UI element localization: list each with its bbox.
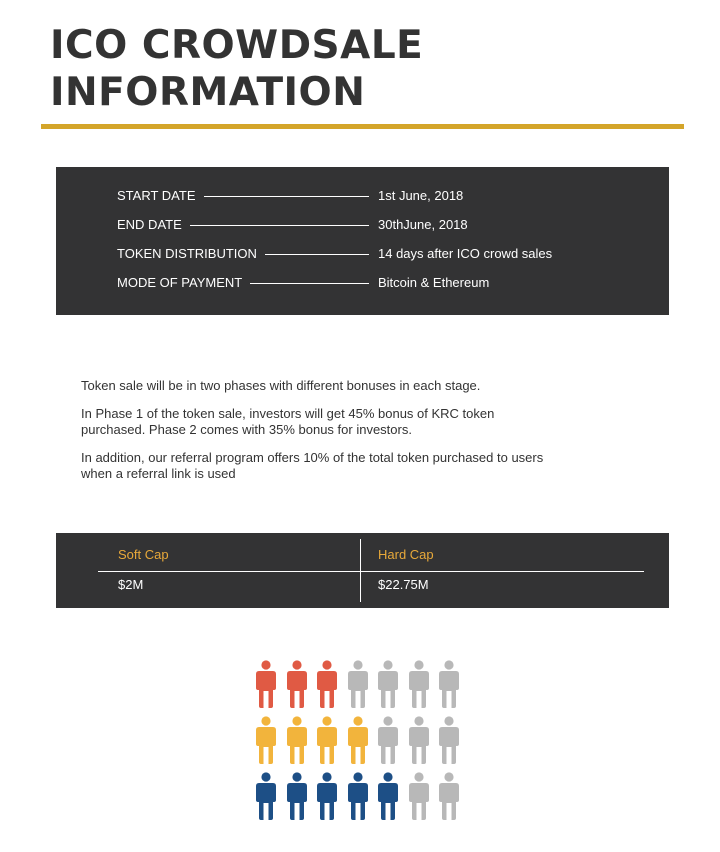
person-icon bbox=[314, 660, 340, 708]
bonus-people-infographic bbox=[250, 660, 465, 820]
person-icon bbox=[284, 660, 310, 708]
info-label: START DATE bbox=[117, 186, 204, 206]
person-icon bbox=[375, 716, 401, 764]
person-icon bbox=[406, 660, 432, 708]
person-icon bbox=[436, 772, 462, 820]
person-icon bbox=[436, 660, 462, 708]
person-icon bbox=[253, 660, 279, 708]
title-line-2: INFORMATION bbox=[50, 70, 366, 115]
soft-cap-label: Soft Cap bbox=[118, 547, 169, 562]
info-row-end-date bbox=[117, 215, 567, 235]
person-icon bbox=[375, 772, 401, 820]
title-underline bbox=[41, 124, 684, 129]
person-icon bbox=[284, 716, 310, 764]
paragraph-phases: Token sale will be in two phases with different bonuses in each stage. bbox=[81, 378, 481, 393]
cap-divider-horizontal bbox=[98, 571, 644, 572]
info-value: Bitcoin & Ethereum bbox=[378, 275, 490, 290]
person-icon bbox=[253, 772, 279, 820]
ico-info-panel bbox=[56, 167, 669, 315]
cap-divider-vertical bbox=[360, 539, 361, 602]
person-icon bbox=[406, 716, 432, 764]
person-icon bbox=[406, 772, 432, 820]
token-sale-description bbox=[81, 378, 561, 494]
info-value: 14 days after ICO crowd sales bbox=[378, 246, 553, 261]
info-value: 1st June, 2018 bbox=[378, 188, 464, 203]
info-row-token-distribution bbox=[117, 244, 567, 264]
hard-cap-value: $22.75M bbox=[378, 577, 429, 592]
soft-cap-value: $2M bbox=[118, 577, 144, 592]
info-label: END DATE bbox=[117, 215, 190, 235]
person-icon bbox=[345, 772, 371, 820]
info-label: MODE OF PAYMENT bbox=[117, 273, 250, 293]
title-line-1: ICO CROWDSALE bbox=[50, 23, 424, 68]
person-icon bbox=[314, 772, 340, 820]
person-icon bbox=[345, 716, 371, 764]
info-value: 30thJune, 2018 bbox=[378, 217, 468, 232]
info-row-start-date bbox=[117, 186, 567, 206]
paragraph-bonus: In Phase 1 of the token sale, investors will get 45% bonus of KRC token purchased. Phase 2 comes with 35% bonus for investors. bbox=[81, 406, 495, 437]
person-icon bbox=[253, 716, 279, 764]
hard-cap-label: Hard Cap bbox=[378, 547, 434, 562]
info-row-mode-of-payment bbox=[117, 273, 567, 293]
person-icon bbox=[375, 660, 401, 708]
cap-table bbox=[56, 533, 669, 608]
person-icon bbox=[284, 772, 310, 820]
person-icon bbox=[345, 660, 371, 708]
paragraph-referral: In addition, our referral program offers 10% of the total token purchased to users when a referral link is used bbox=[81, 450, 544, 481]
person-icon bbox=[314, 716, 340, 764]
person-icon bbox=[436, 716, 462, 764]
info-label: TOKEN DISTRIBUTION bbox=[117, 244, 265, 264]
page-title bbox=[50, 22, 423, 116]
